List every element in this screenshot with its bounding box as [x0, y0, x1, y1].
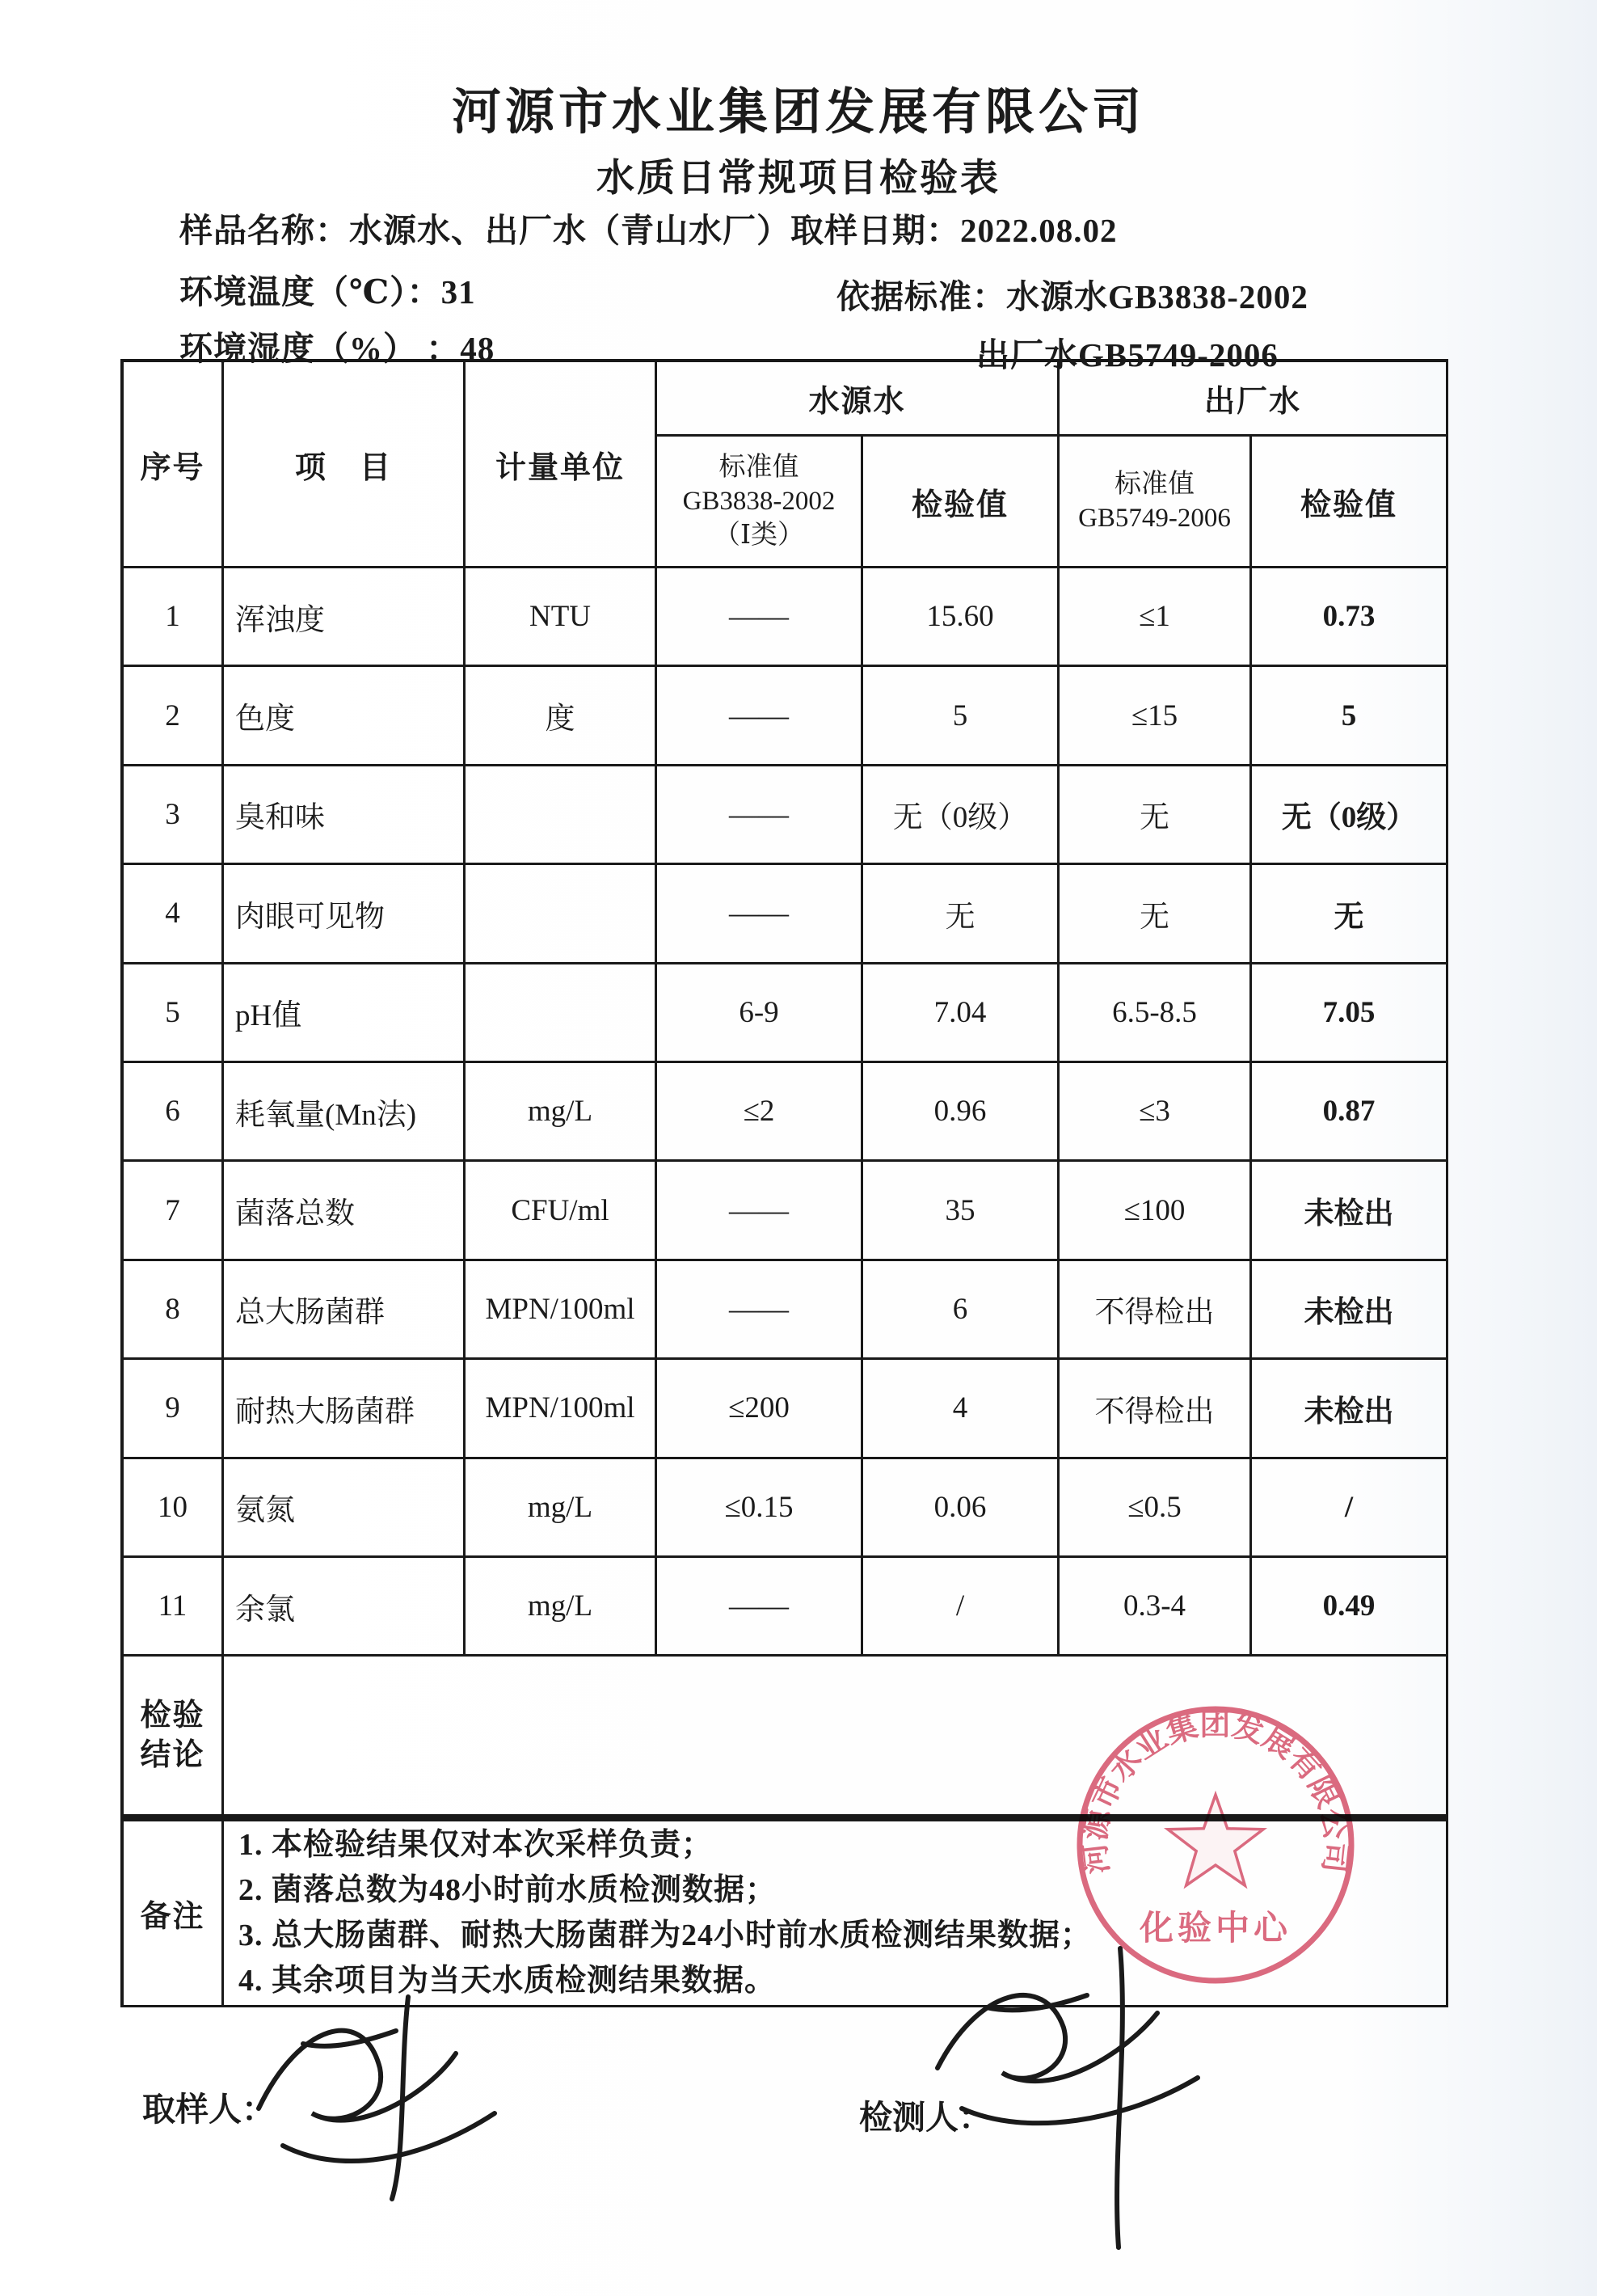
r4-fin-std: 无	[1060, 865, 1252, 964]
r5-fin-std: 6.5-8.5	[1060, 964, 1252, 1063]
r1-src-std: ——	[657, 568, 863, 667]
r6-no: 6	[124, 1063, 224, 1162]
remark-label: 备注	[124, 1821, 224, 2007]
text-line: GB3838-2002	[682, 486, 836, 516]
r2-no: 2	[124, 667, 224, 766]
r1-item: 浑浊度	[224, 568, 466, 667]
r6-unit: mg/L	[466, 1063, 657, 1162]
r7-src-val: 35	[863, 1162, 1060, 1260]
r2-fin-val: 5	[1252, 667, 1448, 766]
tester-signature	[913, 1914, 1220, 2254]
env-temp-line	[179, 265, 476, 313]
r10-fin-std: ≤0.5	[1060, 1459, 1252, 1558]
r10-no: 10	[124, 1459, 224, 1558]
r6-fin-std: ≤3	[1060, 1063, 1252, 1162]
header-finished-standard	[1060, 437, 1252, 568]
r7-src-std: ——	[657, 1162, 863, 1260]
document-title: 水质日常规项目检验表	[596, 158, 1001, 200]
r8-no: 8	[124, 1261, 224, 1360]
r2-src-std: ——	[657, 667, 863, 766]
r3-item: 臭和味	[224, 766, 466, 865]
r4-src-val: 无	[863, 865, 1060, 964]
r1-no: 1	[124, 568, 224, 667]
r9-fin-std: 不得检出	[1060, 1360, 1252, 1458]
sample-name-value: 水源水、出厂水（青山水厂）	[349, 212, 790, 249]
header-item: 项 目	[224, 362, 466, 568]
r6-item: 耗氧量(Mn法)	[224, 1063, 466, 1162]
r8-fin-std: 不得检出	[1060, 1261, 1252, 1360]
seal-ring-text: 河源市水业集团发展有限公司	[1079, 1708, 1353, 1876]
r4-fin-val: 无	[1252, 865, 1448, 964]
r3-src-val: 无（0级）	[863, 766, 1060, 865]
remark-line: 3. 总大肠菌群、耐热大肠菌群为24小时前水质检测结果数据；	[238, 1918, 1093, 1952]
text-line: 标准值	[718, 452, 799, 482]
r2-src-val: 5	[863, 667, 1060, 766]
r10-src-val: 0.06	[863, 1459, 1060, 1558]
r7-no: 7	[124, 1162, 224, 1260]
sample-date-label: 取样日期：	[790, 212, 960, 249]
r3-fin-std: 无	[1060, 766, 1252, 865]
r11-fin-val: 0.49	[1252, 1558, 1448, 1657]
r5-item: pH值	[224, 964, 466, 1063]
r11-fin-std: 0.3-4	[1060, 1558, 1252, 1657]
r2-fin-std: ≤15	[1060, 667, 1252, 766]
text-line: 检验	[140, 1699, 205, 1733]
r9-src-val: 4	[863, 1360, 1060, 1458]
r4-unit	[466, 865, 657, 964]
r2-item: 色度	[224, 667, 466, 766]
env-temp-label: 环境温度（℃）：	[179, 273, 441, 310]
sampler-signature	[226, 1947, 517, 2205]
text-line: （Ⅰ类）	[713, 521, 805, 551]
r9-fin-val: 未检出	[1252, 1360, 1448, 1458]
r8-src-std: ——	[657, 1261, 863, 1360]
text-line: 结论	[140, 1737, 205, 1772]
r9-no: 9	[124, 1360, 224, 1458]
r1-src-val: 15.60	[863, 568, 1060, 667]
standard-finished-value: 出厂水GB5749-2006	[976, 336, 1279, 374]
r6-src-val: 0.96	[863, 1063, 1060, 1162]
env-temp-value: 31	[440, 273, 476, 310]
env-humidity-value: 48	[460, 330, 495, 367]
standard-line-1	[836, 270, 1308, 318]
header-finished-value: 检验值	[1252, 437, 1448, 568]
r10-src-std: ≤0.15	[657, 1459, 863, 1558]
r1-fin-std: ≤1	[1060, 568, 1252, 667]
r3-fin-val: 无（0级）	[1252, 766, 1448, 865]
env-humidity-label: 环境湿度（%） ：	[179, 330, 461, 367]
tester-label: 检测人：	[859, 2099, 992, 2136]
r4-no: 4	[124, 865, 224, 964]
sampler-label: 取样人：	[142, 2091, 275, 2128]
r11-unit: mg/L	[466, 1558, 657, 1657]
r8-src-val: 6	[863, 1261, 1060, 1360]
sample-date-value: 2022.08.02	[960, 212, 1118, 249]
r11-no: 11	[124, 1558, 224, 1657]
remark-line: 2. 菌落总数为48小时前水质检测数据；	[238, 1872, 777, 1907]
r8-fin-val: 未检出	[1252, 1261, 1448, 1360]
r6-fin-val: 0.87	[1252, 1063, 1448, 1162]
header-source-standard	[657, 437, 863, 568]
conclusion-label	[124, 1657, 224, 1821]
r11-src-std: ——	[657, 1558, 863, 1657]
standard-label: 依据标准：	[836, 278, 1006, 315]
r11-item: 余氯	[224, 1558, 466, 1657]
r9-src-std: ≤200	[657, 1360, 863, 1458]
remark-line: 4. 其余项目为当天水质检测结果数据。	[238, 1963, 777, 1998]
r10-item: 氨氮	[224, 1459, 466, 1558]
header-seq: 序号	[124, 362, 224, 568]
r7-unit: CFU/ml	[466, 1162, 657, 1260]
r5-no: 5	[124, 964, 224, 1063]
standard-source-value: 水源水GB3838-2002	[1006, 278, 1308, 315]
r2-unit: 度	[466, 667, 657, 766]
header-source-water-group: 水源水	[657, 362, 1060, 437]
r8-unit: MPN/100ml	[466, 1261, 657, 1360]
company-title: 河源市水业集团发展有限公司	[451, 86, 1145, 140]
r5-src-std: 6-9	[657, 964, 863, 1063]
text-line: 标准值	[1115, 469, 1195, 499]
r3-src-std: ——	[657, 766, 863, 865]
text-line: GB5749-2006	[1078, 504, 1231, 533]
r10-fin-val: /	[1252, 1459, 1448, 1558]
r5-src-val: 7.04	[863, 964, 1060, 1063]
r1-fin-val: 0.73	[1252, 568, 1448, 667]
r3-no: 3	[124, 766, 224, 865]
r4-item: 肉眼可见物	[224, 865, 466, 964]
r7-fin-val: 未检出	[1252, 1162, 1448, 1260]
r6-src-std: ≤2	[657, 1063, 863, 1162]
remark-line: 1. 本检验结果仅对本次采样负责；	[238, 1828, 714, 1863]
r9-item: 耐热大肠菌群	[224, 1360, 466, 1458]
r4-src-std: ——	[657, 865, 863, 964]
r5-fin-val: 7.05	[1252, 964, 1448, 1063]
r10-unit: mg/L	[466, 1459, 657, 1558]
r7-item: 菌落总数	[224, 1162, 466, 1260]
sample-name-label: 样品名称：	[179, 212, 349, 249]
header-unit: 计量单位	[466, 362, 657, 568]
r11-src-val: /	[863, 1558, 1060, 1657]
sample-info-line	[179, 204, 1118, 251]
r7-fin-std: ≤100	[1060, 1162, 1252, 1260]
r3-unit	[466, 766, 657, 865]
seal-star-icon	[1168, 1795, 1263, 1885]
r9-unit: MPN/100ml	[466, 1360, 657, 1458]
r1-unit: NTU	[466, 568, 657, 667]
header-finished-water-group: 出厂水	[1060, 362, 1448, 437]
seal-center-text: 化验中心	[1139, 1910, 1292, 1948]
header-source-value: 检验值	[863, 437, 1060, 568]
r5-unit	[466, 964, 657, 1063]
r8-item: 总大肠菌群	[224, 1261, 466, 1360]
